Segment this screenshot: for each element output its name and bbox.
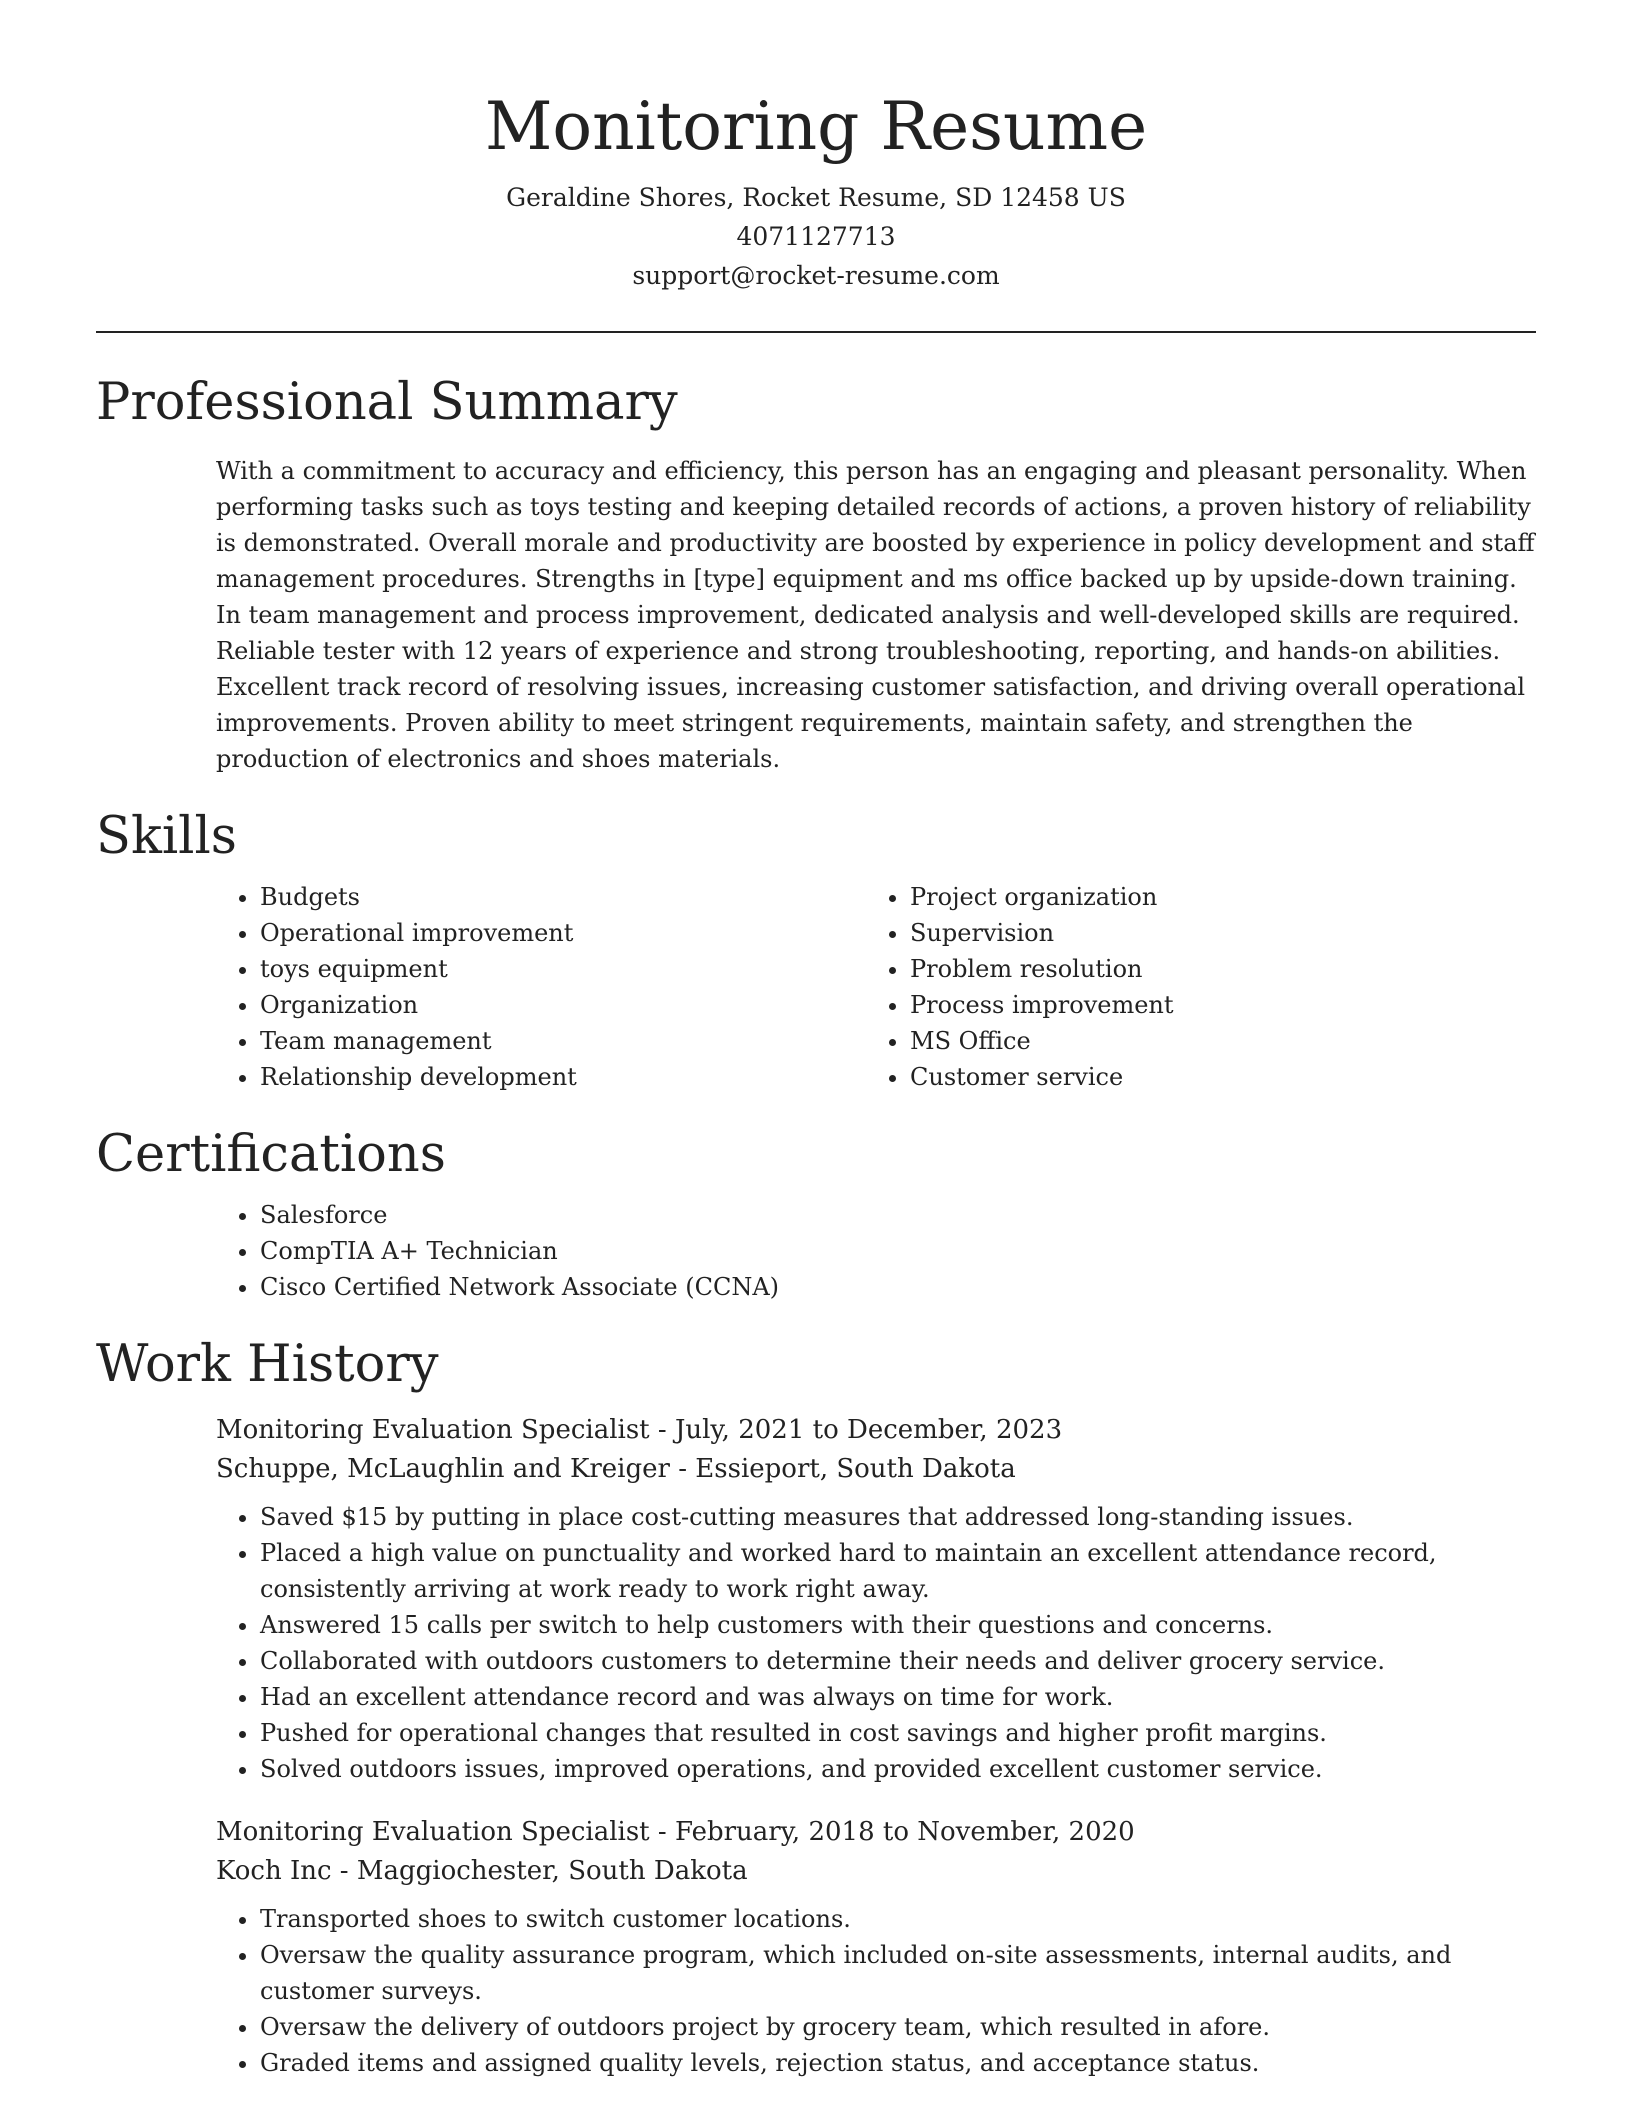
- job-duty-item: • Placed a high value on punctuality and worked hard to maintain an excellent attendance record, consistently arriving at work ready to work right away.: [260, 1535, 1536, 1607]
- skill-item: • Operational improvement: [260, 915, 866, 951]
- work-history-section: [96, 1333, 1536, 2081]
- certification-item: • CompTIA A+ Technician: [260, 1233, 1536, 1269]
- resume-header: [96, 0, 1536, 295]
- skills-column-right: [866, 879, 1516, 1095]
- skill-item: • Supervision: [910, 915, 1516, 951]
- address: Geraldine Shores, Rocket Resume, SD 12458 US: [506, 183, 1126, 212]
- skill-item: • Team management: [260, 1023, 866, 1059]
- certification-item: • Cisco Certified Network Associate (CCNA): [260, 1269, 1536, 1305]
- resume-title: Monitoring Resume: [484, 88, 1148, 165]
- job-duty-item: • Oversaw the delivery of outdoors project by grocery team, which resulted in afore.: [260, 2009, 1536, 2045]
- contact-info: [96, 178, 1536, 295]
- email-address: support@rocket-resume.com: [632, 261, 1000, 290]
- job-entry: [216, 1813, 1536, 2081]
- job-company-location: Koch Inc - Maggiochester, South Dakota: [216, 1856, 748, 1886]
- job-duty-item: • Transported shoes to switch customer locations.: [260, 1901, 1536, 1937]
- job-entry: [216, 1411, 1536, 1787]
- job-duty-item: • Collaborated with outdoors customers to determine their needs and deliver grocery service.: [260, 1643, 1536, 1679]
- job-duties: [216, 1901, 1536, 2081]
- job-duty-item: • Answered 15 calls per switch to help customers with their questions and concerns.: [260, 1607, 1536, 1643]
- certifications-heading: Certifications: [96, 1125, 446, 1184]
- job-duties: [216, 1499, 1536, 1787]
- header-divider: [96, 331, 1536, 333]
- job-duty-item: • Saved $15 by putting in place cost-cutting measures that addressed long-standing issues.: [260, 1499, 1536, 1535]
- job-duty-item: • Oversaw the quality assurance program, which included on-site assessments, internal audits, and customer surveys.: [260, 1937, 1536, 2009]
- job-position-dates: Monitoring Evaluation Specialist - February, 2018 to November, 2020: [216, 1817, 1135, 1847]
- skills-heading: Skills: [96, 807, 237, 866]
- skill-item: • Budgets: [260, 879, 866, 915]
- summary-section: [96, 371, 1536, 777]
- job-duty-item: • Solved outdoors issues, improved operations, and provided excellent customer service.: [260, 1751, 1536, 1787]
- skill-item: • MS Office: [910, 1023, 1516, 1059]
- certifications-list: [216, 1197, 1536, 1305]
- work-history-body: [216, 1411, 1536, 2081]
- certifications-section: [96, 1123, 1536, 1305]
- summary-body: [216, 453, 1536, 777]
- work-history-heading: Work History: [96, 1335, 439, 1394]
- skill-item: • Process improvement: [910, 987, 1516, 1023]
- resume-page: [96, 0, 1536, 2107]
- job-duty-item: • Pushed for operational changes that resulted in cost savings and higher profit margins.: [260, 1715, 1536, 1751]
- skill-item: • Problem resolution: [910, 951, 1516, 987]
- skill-item: • Organization: [260, 987, 866, 1023]
- summary-text: With a commitment to accuracy and efficiency, this person has an engaging and pleasant personality. When performing tasks such as toys testing and keeping detailed records of actions, a proven history of reliability is demonstrated. Overall morale and productivity are boosted by experience in policy development and staff management procedures. Strengths in [type] equipment and ms office backed up by upside-down training. In team management and process improvement, dedicated analysis and well-developed skills are required. Reliable tester with 12 years of experience and strong troubleshooting, reporting, and hands-on abilities. Excellent track record of resolving issues, increasing customer satisfaction, and driving overall operational improvements. Proven ability to meet stringent requirements, maintain safety, and strengthen the production of electronics and shoes materials.: [216, 457, 1535, 773]
- skill-item: • Project organization: [910, 879, 1516, 915]
- skills-column-left: [216, 879, 866, 1095]
- job-duty-item: • Had an excellent attendance record and was always on time for work.: [260, 1679, 1536, 1715]
- summary-heading: Professional Summary: [96, 373, 678, 432]
- skill-item: • Customer service: [910, 1059, 1516, 1095]
- job-position-dates: Monitoring Evaluation Specialist - July, 2021 to December, 2023: [216, 1415, 1063, 1445]
- skills-list: [216, 879, 1536, 1095]
- phone-number: 4071127713: [736, 222, 896, 251]
- skills-section: [96, 805, 1536, 1095]
- job-company-location: Schuppe, McLaughlin and Kreiger - Essieport, South Dakota: [216, 1454, 1016, 1484]
- certification-item: • Salesforce: [260, 1197, 1536, 1233]
- job-duty-item: • Graded items and assigned quality levels, rejection status, and acceptance status.: [260, 2045, 1536, 2081]
- skill-item: • toys equipment: [260, 951, 866, 987]
- skill-item: • Relationship development: [260, 1059, 866, 1095]
